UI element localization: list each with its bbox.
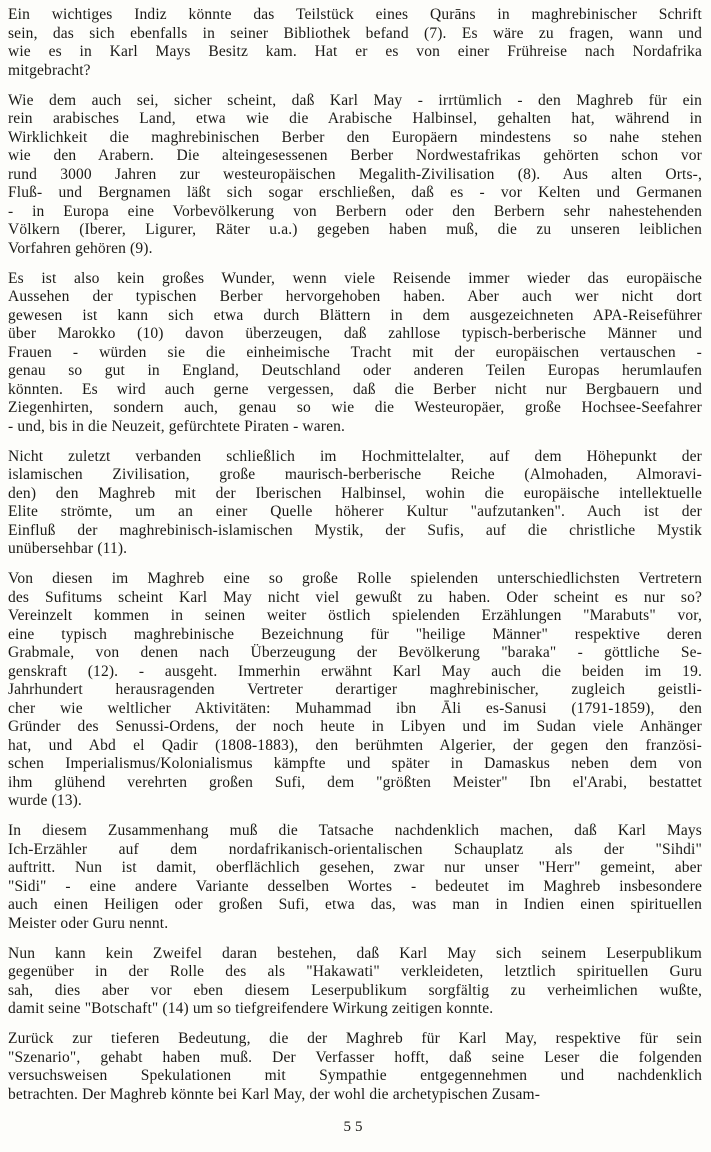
- text-line: mitgebracht?: [8, 61, 91, 79]
- text-line: genau so gut in England, Deutschland oder anderen Teilen Europas herumlaufen: [8, 362, 702, 379]
- text-line: über Marokko (10) davon überzeugen, daß zahllose typisch-berberische Männer und: [8, 325, 702, 342]
- text-line: des Sufitums scheint Karl May nicht viel gewußt zu haben. Oder scheint es nur so?: [8, 588, 702, 606]
- paragraph: [8, 270, 702, 437]
- text-line: den) den Maghreb mit der Iberischen Halbinsel, wohin die europäische intellektuelle: [8, 484, 702, 502]
- text-line: Wie dem auch sei, sicher scheint, daß Karl May - irrtümlich - den Maghreb für ein: [8, 91, 702, 109]
- text-line: könnten. Es wird auch gerne vergessen, daß die Berber nicht nur Bergbauern und: [8, 380, 702, 398]
- page-body: [8, 6, 702, 1104]
- text-line: cher wie weltlicher Aktivitäten: Muhammad ibn Āli es-Sanusi (1791-1859), den: [8, 699, 702, 717]
- text-line: rein arabisches Land, etwa wie die Arabische Halbinsel, gehalten hat, während in: [8, 110, 702, 127]
- text-line: rund 3000 Jahren zur westeuropäischen Megalith-Zivilisation (8). Aus alten Orts-,: [8, 165, 702, 183]
- text-line: Einfluß der maghrebinisch-islamischen Mystik, der Sufis, auf die christliche Mystik: [8, 521, 702, 539]
- text-line: gewesen ist kann sich etwa durch Blättern in dem ausgezeichneten APA-Reiseführer: [8, 306, 702, 324]
- text-line: unübersehbar (11).: [8, 540, 128, 557]
- text-line: Von diesen im Maghreb eine so große Rolle spielenden unterschiedlichsten Vertretern: [8, 570, 702, 587]
- page-number: 55: [343, 1119, 367, 1135]
- text-line: genskraft (12). - ausgeht. Immerhin erwähnt Karl May auch die beiden im 19.: [8, 662, 702, 680]
- text-line: Frauen - würden sie die einheimische Tracht mit der europäischen vertauschen -: [8, 343, 702, 361]
- text-line: auch einen Heiligen oder großen Sufi, etwa das, was man in Indien einen spirituellen: [8, 896, 702, 913]
- text-line: "Sidi" - eine andere Variante desselben Wortes - bedeutet im Maghreb insbesondere: [8, 877, 702, 895]
- text-line: Ein wichtiges Indiz könnte das Teilstück eines Qurāns in maghrebinischer Schrift: [8, 6, 702, 23]
- text-line: wie den Arabern. Die alteingesessenen Berber Nordwestafrikas gehörten schon vor: [8, 147, 702, 164]
- text-line: Es ist also kein großes Wunder, wenn viele Reisende immer wieder das europäische: [8, 269, 702, 287]
- text-line: islamischen Zivilisation, große maurisch-berberische Reiche (Almohaden, Almoravi-: [8, 466, 702, 483]
- text-line: Nicht zuletzt verbanden schließlich im Hochmittelalter, auf dem Höhepunkt der: [8, 447, 702, 465]
- text-line: eine typisch maghrebinische Bezeichnung für "heilige Männer" respektive deren: [8, 625, 702, 643]
- text-line: Vereinzelt kommen in seinen weiter östlich spielenden Erzählungen "Marabuts" vor,: [8, 607, 702, 624]
- text-line: sein, das sich ebenfalls in seiner Bibliothek befand (7). Es wäre zu fragen, wann und: [8, 24, 702, 42]
- paragraph: [8, 448, 702, 559]
- text-line: "Szenario", gehabt haben muß. Der Verfasser hofft, daß seine Leser die folgenden: [8, 1048, 702, 1066]
- paragraph: [8, 1030, 702, 1104]
- text-line: Gründer des Senussi-Ordens, der noch heute in Libyen und im Sudan viele Anhänger: [8, 718, 702, 735]
- paragraph: [8, 822, 702, 933]
- text-line: Ich-Erzähler auf dem nordafrikanisch-orientalischen Schauplatz als der "Sihdi": [8, 840, 702, 858]
- text-line: - in Europa eine Vorbevölkerung von Berbern oder den Berbern sehr nahestehenden: [8, 202, 702, 220]
- text-line: In diesem Zusammenhang muß die Tatsache nachdenklich machen, daß Karl Mays: [8, 822, 702, 839]
- paragraph: [8, 945, 702, 1019]
- text-line: wurde (13).: [8, 792, 82, 809]
- text-line: betrachten. Der Maghreb könnte bei Karl May, der wohl die archetypischen Zusam-: [8, 1085, 541, 1103]
- text-line: Meister oder Guru nennt.: [8, 914, 169, 932]
- paragraph: [8, 92, 702, 259]
- text-line: Wirklichkeit die maghrebinischen Berber den Europäern mindestens so nahe stehen: [8, 128, 702, 146]
- text-line: Elite strömte, um an einer Quelle höherer Kultur "aufzutanken". Auch ist der: [8, 503, 702, 520]
- text-line: Jahrhundert herausragenden Vertreter derartiger maghrebinischer, zugleich geistli-: [8, 681, 702, 698]
- text-line: Nun kann kein Zweifel daran bestehen, daß Karl May sich seinem Leserpublikum: [8, 944, 702, 962]
- text-line: gegenüber in der Rolle des als "Hakawati" verkleideten, letztlich spirituellen Guru: [8, 963, 702, 980]
- text-line: - und, bis in die Neuzeit, gefürchtete Piraten - waren.: [8, 417, 346, 435]
- text-line: Fluß- und Bergnamen läßt sich sogar erschließen, daß es - vor Kelten und Germanen: [8, 184, 702, 201]
- text-line: Völkern (Iberer, Ligurer, Räter u.a.) gegeben haben muß, die zu unseren leiblichen: [8, 221, 702, 238]
- text-line: Aussehen der typischen Berber hervorgehoben haben. Aber auch wer nicht dort: [8, 288, 702, 305]
- text-line: Zurück zur tieferen Bedeutung, die der Maghreb für Karl May, respektive für sein: [8, 1030, 702, 1047]
- text-line: Grabmale, von denen nach Überzeugung der Bevölkerung "baraka" - göttliche Se-: [8, 644, 702, 661]
- text-line: versuchsweisen Spekulationen mit Sympathie entgegennehmen und nachdenklich: [8, 1067, 702, 1084]
- text-line: hat, und Abd el Qadir (1808-1883), den berühmten Algerier, der gegen den französi-: [8, 736, 702, 754]
- text-line: Ziegenhirten, sondern auch, genau so wie die Westeuropäer, große Hochsee-Seefahrer: [8, 399, 702, 416]
- text-line: auftritt. Nun ist damit, oberflächlich gesehen, zwar nur unser "Herr" gemeint, aber: [8, 859, 702, 876]
- paragraph: [8, 6, 702, 80]
- text-line: damit seine "Botschaft" (14) um so tiefgreifendere Wirkung zeitigen konnte.: [8, 1000, 494, 1017]
- text-line: ihm glühend verehrten großen Sufi, dem "größten Meister" Ibn el'Arabi, bestattet: [8, 773, 702, 791]
- text-line: sah, dies aber vor eben diesem Leserpublikum sorgfältig zu verheimlichen wußte,: [8, 981, 702, 999]
- paragraph: [8, 570, 702, 811]
- text-line: schen Imperialismus/Kolonialismus kämpfte und später in Damaskus neben dem von: [8, 755, 702, 772]
- text-line: wie es in Karl Mays Besitz kam. Hat er es von einer Frühreise nach Nordafrika: [8, 43, 702, 60]
- text-line: Vorfahren gehören (9).: [8, 239, 153, 257]
